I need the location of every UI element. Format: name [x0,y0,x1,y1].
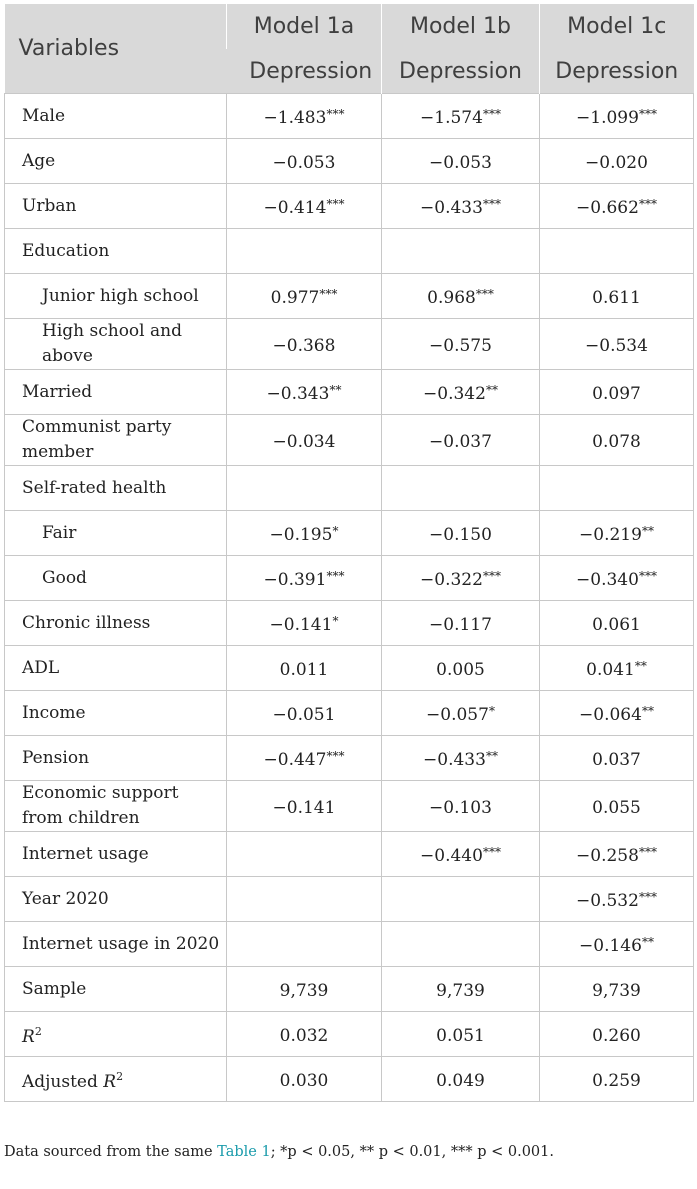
row-label [5,319,227,370]
table-row [5,229,694,274]
coefficient-cell [540,646,694,691]
coefficient-cell [540,967,694,1012]
coefficient-cell [540,139,694,184]
significance-stars: ** [641,703,654,718]
coefficient-cell [227,781,382,832]
table-row [5,139,694,184]
coefficient-value: 0.611 [592,287,641,308]
row-label-text: Internet usage [22,843,149,864]
significance-stars: * [488,703,495,718]
table-row [5,832,694,877]
coefficient-value: −1.483 [263,107,327,128]
coefficient-cell [382,184,540,229]
header-model-1a: Model 1a [227,4,382,49]
row-label-text: Chronic illness [22,612,151,633]
coefficient-value: 0.977 [270,287,320,308]
coefficient-cell [227,877,382,922]
header-model-1b: Model 1b [382,4,540,49]
coefficient-value: 0.041 [586,659,635,680]
row-label-text: Married [22,381,93,402]
header-dependent-1c: Depression [540,49,694,94]
coefficient-cell [540,184,694,229]
header-dependent-1b: Depression [382,49,540,94]
coefficient-cell [382,1012,540,1057]
row-label-text: Education [22,240,110,261]
row-label [5,274,227,319]
significance-stars: ** [485,382,498,397]
coefficient-cell [227,601,382,646]
coefficient-cell [540,466,694,511]
coefficient-value: −0.051 [272,704,336,725]
row-label-text: Year 2020 [22,888,109,909]
table-row [5,1057,694,1102]
coefficient-value: −0.322 [420,569,483,590]
coefficient-value: −0.057 [426,704,489,725]
table-row [5,319,694,370]
significance-stars: *** [475,286,494,301]
row-label [5,184,227,229]
coefficient-cell [540,319,694,370]
coefficient-value: −0.340 [576,569,639,590]
row-label [5,511,227,556]
coefficient-cell [227,139,382,184]
coefficient-cell [382,781,540,832]
coefficient-cell [382,691,540,736]
coefficient-value: 9,739 [436,980,485,1001]
coefficient-value: −0.053 [429,152,492,173]
coefficient-cell [227,922,382,967]
table-row [5,781,694,832]
coefficient-value: −1.099 [576,107,639,128]
coefficient-value: −0.575 [429,335,492,356]
coefficient-cell [227,94,382,139]
header-model-1c: Model 1c [540,4,694,49]
row-label [5,691,227,736]
row-label [5,229,227,274]
coefficient-value: −0.146 [579,935,642,956]
coefficient-value: 9,739 [592,980,641,1001]
coefficient-value: 0.097 [592,383,641,404]
coefficient-value: −0.391 [263,569,327,590]
coefficient-cell [540,94,694,139]
coefficient-value: 0.051 [436,1025,485,1046]
coefficient-cell [382,646,540,691]
coefficient-value: −0.037 [429,431,492,452]
coefficient-cell [382,601,540,646]
coefficient-value: −0.414 [263,197,327,218]
row-label-text: Urban [22,195,77,216]
coefficient-cell [382,274,540,319]
row-label [5,94,227,139]
table-footnote [4,1144,693,1160]
coefficient-cell [540,415,694,466]
row-label-text: Self-rated health [22,477,167,498]
coefficient-value: −0.064 [579,704,642,725]
coefficient-value: −1.574 [420,107,483,128]
significance-stars: *** [638,844,657,859]
row-label [5,601,227,646]
significance-stars: *** [638,568,657,583]
row-label-text: Good [42,567,87,588]
coefficient-cell [227,832,382,877]
table-row [5,646,694,691]
row-label [5,781,227,832]
coefficient-value: 0.078 [592,431,641,452]
row-label [5,646,227,691]
significance-stars: *** [638,889,657,904]
significance-stars: * [332,523,339,538]
coefficient-value: −0.342 [423,383,486,404]
significance-stars: *** [326,106,345,121]
coefficient-value: −0.034 [272,431,336,452]
row-label-text: ADL [22,657,60,678]
table-row [5,511,694,556]
coefficient-value: −0.117 [429,614,492,635]
coefficient-value: −0.534 [585,335,648,356]
table-body [5,94,694,1102]
row-label [5,466,227,511]
row-label [5,832,227,877]
row-label [5,922,227,967]
coefficient-value: −0.141 [272,797,336,818]
coefficient-cell [382,139,540,184]
coefficient-value: −0.020 [585,152,648,173]
coefficient-cell [227,967,382,1012]
row-label-text: Income [22,702,86,723]
coefficient-value: −0.258 [576,845,639,866]
coefficient-value: 0.005 [436,659,485,680]
row-label-text: R [22,1026,35,1047]
row-label [5,370,227,415]
coefficient-value: 0.049 [436,1070,485,1091]
significance-stars: *** [319,286,338,301]
coefficient-cell [227,229,382,274]
coefficient-cell [540,511,694,556]
coefficient-cell [382,922,540,967]
significance-stars: ** [641,523,654,538]
table-row [5,601,694,646]
header-row-models [5,4,694,49]
row-label-text: High school and above [42,321,182,366]
coefficient-value: 0.032 [279,1025,329,1046]
coefficient-cell [382,415,540,466]
coefficient-cell [227,466,382,511]
significance-stars: *** [482,844,501,859]
coefficient-cell [540,229,694,274]
coefficient-cell [382,511,540,556]
coefficient-cell [382,466,540,511]
table-row [5,370,694,415]
coefficient-cell [540,1012,694,1057]
coefficient-cell [382,229,540,274]
significance-stars: *** [638,196,657,211]
row-label-r: R [103,1071,117,1092]
coefficient-value: 0.061 [592,614,641,635]
row-label-text: Age [22,150,56,171]
footnote-prefix: Data sourced from the same [4,1144,218,1160]
significance-stars: ** [634,658,647,673]
footnote-suffix: ; *p < 0.05, ** p < 0.01, *** p < 0.001. [270,1144,554,1160]
coefficient-cell [227,319,382,370]
significance-stars: *** [326,748,345,763]
coefficient-value: −0.368 [272,335,336,356]
coefficient-cell [227,646,382,691]
table-1-link[interactable]: Table 1 [217,1144,271,1160]
row-label-text: Internet usage in 2020 [22,933,220,954]
table-row [5,466,694,511]
coefficient-value: 0.037 [592,749,641,770]
row-label-superscript: 2 [34,1024,42,1038]
table-row [5,877,694,922]
coefficient-value: −0.433 [423,749,486,770]
table-row [5,184,694,229]
row-label-text: Male [22,105,66,126]
coefficient-value: −0.343 [266,383,330,404]
significance-stars: ** [641,934,654,949]
row-label-text: Sample [22,978,87,999]
coefficient-cell [227,691,382,736]
coefficient-cell [540,274,694,319]
coefficient-value: 9,739 [279,980,329,1001]
significance-stars: *** [638,106,657,121]
coefficient-cell [382,319,540,370]
coefficient-cell [540,1057,694,1102]
coefficient-value: 0.030 [279,1070,329,1091]
row-label [5,877,227,922]
coefficient-cell [227,274,382,319]
coefficient-cell [540,736,694,781]
coefficient-cell [382,832,540,877]
coefficient-value: 0.011 [279,659,329,680]
coefficient-cell [382,556,540,601]
coefficient-value: −0.195 [269,524,333,545]
coefficient-cell [540,832,694,877]
significance-stars: *** [482,106,501,121]
coefficient-cell [382,370,540,415]
coefficient-cell [382,877,540,922]
coefficient-value: −0.433 [420,197,483,218]
row-label-superscript: 2 [116,1069,124,1083]
row-label [5,415,227,466]
significance-stars: * [332,613,339,628]
row-label [5,139,227,184]
coefficient-value: −0.103 [429,797,492,818]
table-row [5,94,694,139]
significance-stars: *** [482,196,501,211]
row-label-text: Fair [42,522,77,543]
coefficient-value: −0.532 [576,890,639,911]
coefficient-cell [227,736,382,781]
coefficient-value: −0.662 [576,197,639,218]
coefficient-cell [227,184,382,229]
table-row [5,922,694,967]
table-row [5,556,694,601]
row-label-text: Junior high school [42,285,199,306]
coefficient-value: 0.968 [427,287,476,308]
row-label [5,736,227,781]
header-dependent-1a: Depression [227,49,382,94]
table-row [5,1012,694,1057]
coefficient-cell [227,370,382,415]
significance-stars: *** [326,196,345,211]
coefficient-value: −0.440 [420,845,483,866]
coefficient-cell [227,556,382,601]
row-label [5,556,227,601]
coefficient-cell [227,1012,382,1057]
coefficient-cell [382,967,540,1012]
regression-table [4,4,694,1102]
significance-stars: ** [485,748,498,763]
row-label-text: Economic support from children [22,783,179,828]
coefficient-value: 0.259 [592,1070,641,1091]
row-label-text: Pension [22,747,90,768]
coefficient-cell [227,511,382,556]
table-row [5,415,694,466]
significance-stars: ** [329,382,342,397]
table-row [5,967,694,1012]
coefficient-cell [540,781,694,832]
row-label [5,1057,227,1102]
header-variables: Variables [5,4,227,94]
coefficient-value: −0.447 [263,749,327,770]
table-row [5,736,694,781]
coefficient-value: −0.219 [579,524,642,545]
coefficient-value: 0.260 [592,1025,641,1046]
coefficient-cell [540,691,694,736]
significance-stars: *** [326,568,345,583]
coefficient-cell [382,94,540,139]
row-label [5,1012,227,1057]
coefficient-cell [540,601,694,646]
row-label-text: Adjusted [22,1071,104,1092]
table-header [5,4,694,94]
row-label-text: Communist party member [22,417,172,462]
coefficient-cell [227,1057,382,1102]
row-label [5,967,227,1012]
coefficient-value: −0.141 [269,614,333,635]
coefficient-cell [227,415,382,466]
coefficient-cell [382,736,540,781]
coefficient-value: −0.053 [272,152,336,173]
coefficient-cell [540,877,694,922]
coefficient-cell [382,1057,540,1102]
coefficient-value: 0.055 [592,797,641,818]
coefficient-cell [540,556,694,601]
table-row [5,274,694,319]
coefficient-cell [540,370,694,415]
coefficient-value: −0.150 [429,524,492,545]
coefficient-cell [540,922,694,967]
significance-stars: *** [482,568,501,583]
table-row [5,691,694,736]
